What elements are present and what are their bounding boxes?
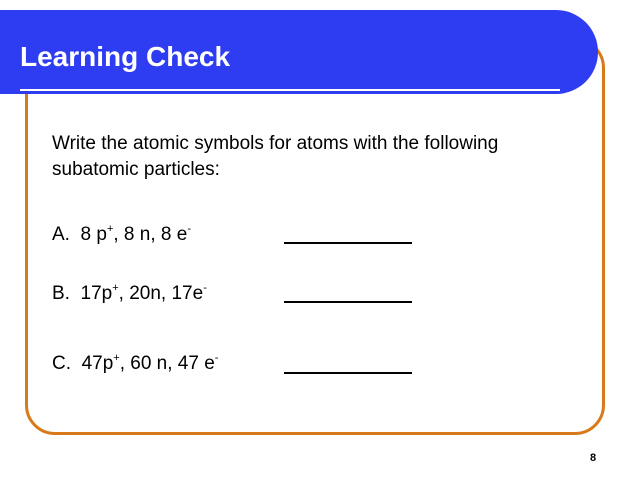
- question-prompt: Write the atomic symbols for atoms with the following subatomic particles:: [52, 133, 499, 180]
- item-neutrons-electrons: , 8 n, 8 e: [113, 224, 188, 245]
- question-item-c: [52, 352, 218, 376]
- proton-charge: +: [113, 352, 120, 364]
- electron-charge: -: [214, 352, 219, 364]
- item-letter: C.: [52, 353, 71, 374]
- item-protons: 17p: [80, 283, 113, 304]
- item-protons: 47p: [81, 353, 114, 374]
- item-protons: 8 p: [80, 224, 107, 245]
- proton-charge: +: [106, 223, 114, 235]
- question-item-a: [52, 223, 191, 247]
- electron-charge: -: [203, 282, 207, 294]
- item-letter: A.: [52, 224, 70, 245]
- question-item-b: [52, 282, 207, 306]
- answer-blank-c: [284, 372, 412, 374]
- proton-charge: +: [112, 282, 119, 294]
- slide-title: Learning Check: [20, 41, 231, 72]
- answer-blank-a: [284, 242, 412, 244]
- answer-blank-b: [284, 301, 412, 303]
- page-number: 8: [590, 452, 597, 464]
- electron-charge: -: [187, 223, 191, 235]
- title-bar: [0, 10, 598, 94]
- item-letter: B.: [52, 283, 70, 304]
- item-neutrons-electrons: , 60 n, 47 e: [119, 353, 215, 374]
- title-underline: [20, 89, 560, 91]
- item-neutrons-electrons: , 20n, 17e: [118, 283, 204, 304]
